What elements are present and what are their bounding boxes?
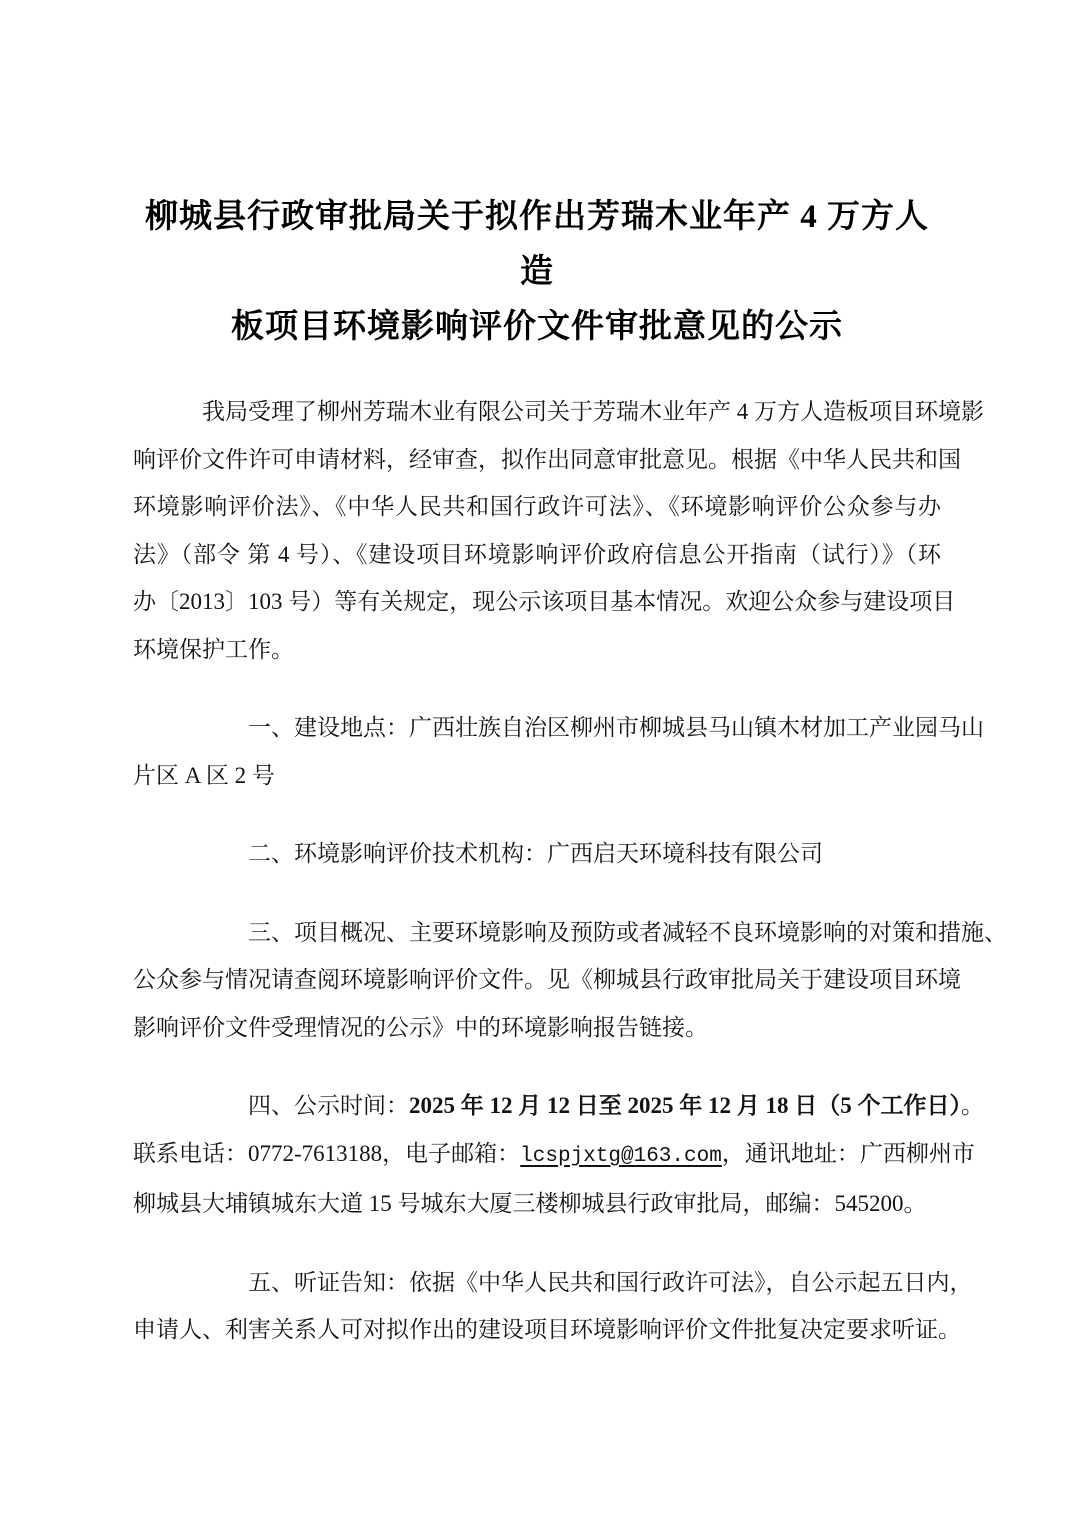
text-line: 环境保护工作。 bbox=[133, 636, 294, 662]
text-line: 环境影响评价法》、《中华人民共和国行政许可法》、《环境影响评价公众参与办 bbox=[133, 494, 941, 519]
paragraph-intro bbox=[133, 388, 984, 673]
title-line-2: 板项目环境影响评价文件审批意见的公示 bbox=[231, 309, 843, 345]
text-line: 影响评价文件受理情况的公示》中的环境影响报告链接。 bbox=[133, 1014, 708, 1040]
publicity-period-label: 四、公示时间： bbox=[248, 1093, 409, 1118]
text-line: 片区 A 区 2 号 bbox=[133, 762, 275, 788]
publicity-period-dates: 2025 年 12 月 12 日至 2025 年 12 月 18 日（5 个工作日） bbox=[409, 1093, 961, 1118]
paragraph-item-1-location bbox=[133, 704, 984, 799]
text-line: 二、环境影响评价技术机构：广西启天环境科技有限公司 bbox=[248, 841, 823, 866]
email-link[interactable]: lcspjxtg@163.com bbox=[520, 1144, 722, 1168]
text-line: 响评价文件许可申请材料，经审查，拟作出同意审批意见。根据《中华人民共和国 bbox=[133, 446, 961, 472]
text-line bbox=[133, 1082, 984, 1130]
document-body bbox=[133, 388, 1007, 1354]
text-line: 一、建设地点：广西壮族自治区柳州市柳城县马山镇木材加工产业园马山 bbox=[248, 715, 984, 740]
text-line: 我局受理了柳州芳瑞木业有限公司关于芳瑞木业年产 4 万方人造板项目环境影 bbox=[202, 399, 984, 424]
paragraph-item-3-project-overview bbox=[133, 909, 1007, 1052]
text-line: 五、听证告知：依据《中华人民共和国行政许可法》，自公示起五日内， bbox=[248, 1269, 973, 1295]
text-line: 三、项目概况、主要环境影响及预防或者减轻不良环境影响的对策和措施、 bbox=[248, 919, 1007, 945]
sentence-period: 。 bbox=[961, 1093, 984, 1118]
contact-phone-text: 联系电话：0772-7613188，电子邮箱： bbox=[133, 1140, 521, 1166]
text-line: 公众参与情况请查阅环境影响评价文件。见《柳城县行政审批局关于建设项目环境 bbox=[133, 967, 961, 992]
contact-address-text: ，通讯地址：广西柳州市 bbox=[721, 1140, 975, 1166]
text-line: 办〔2013〕103 号）等有关规定，现公示该项目基本情况。欢迎公众参与建设项目 bbox=[133, 589, 956, 614]
paragraph-item-5-hearing-notice bbox=[133, 1259, 973, 1354]
document-title bbox=[133, 0, 941, 355]
text-line bbox=[133, 1130, 975, 1181]
paragraph-item-2-eia-agency bbox=[133, 830, 941, 878]
title-line-1: 柳城县行政审批局关于拟作出芳瑞木业年产 4 万方人造 bbox=[145, 199, 929, 290]
paragraph-item-4-publicity-period bbox=[133, 1082, 984, 1228]
text-line: 柳城县大埔镇城东大道 15 号城东大厦三楼柳城县行政审批局，邮编：545200。 bbox=[133, 1191, 927, 1216]
text-line: 法》（部令 第 4 号）、《建设项目环境影响评价政府信息公开指南（试行）》（环 bbox=[133, 541, 941, 567]
text-line: 申请人、利害关系人可对拟作出的建设项目环境影响评价文件批复决定要求听证。 bbox=[133, 1317, 961, 1342]
